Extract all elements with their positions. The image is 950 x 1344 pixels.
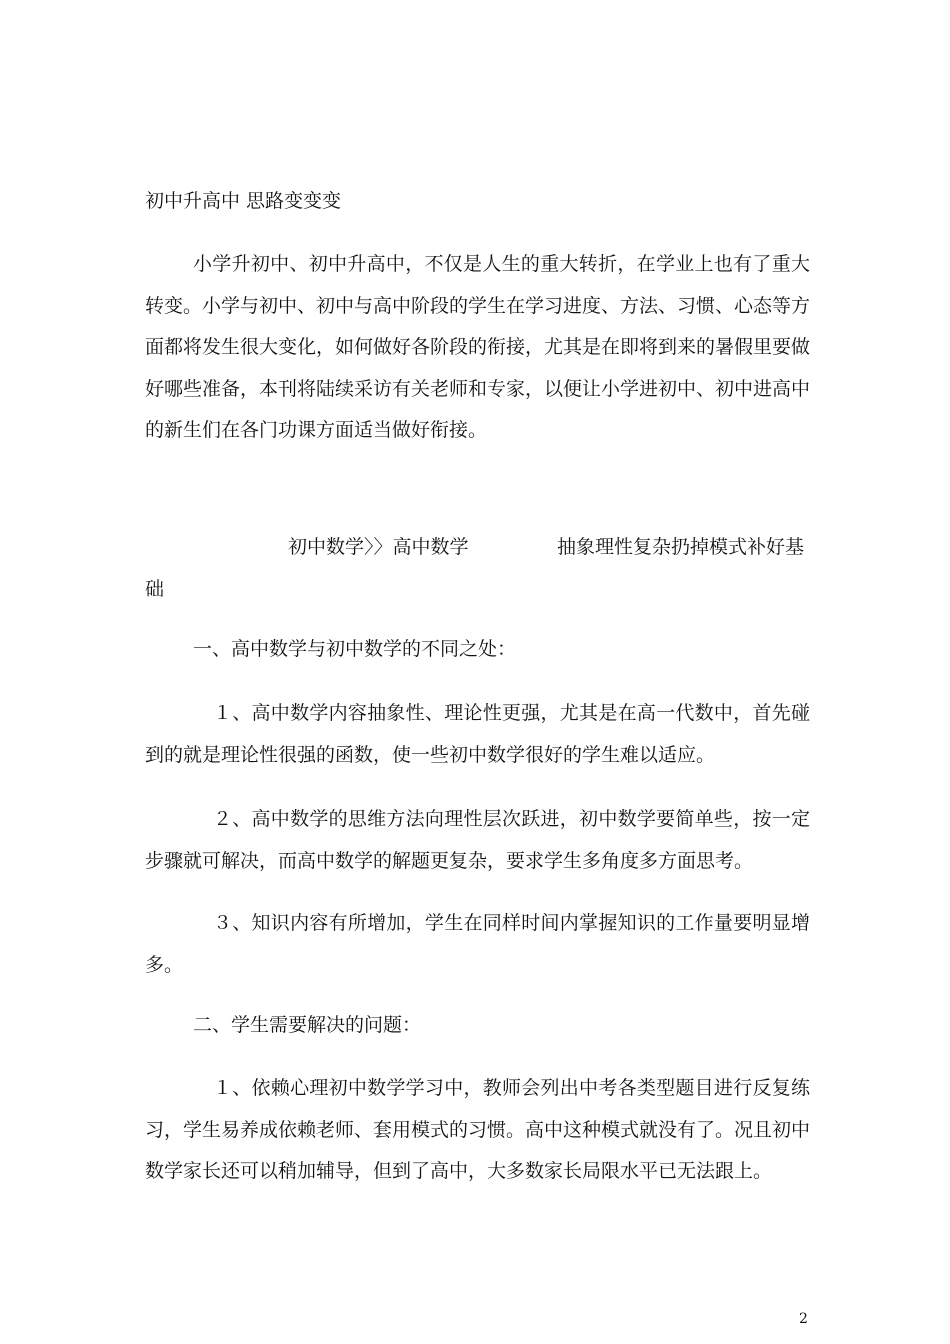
intro-paragraph: 小学升初中、初中升高中，不仅是人生的重大转折，在学业上也有了重大转变。小学与初中、初中与高中阶段的学生在学习进度、方法、习惯、心态等方面都将发生很大变化，如何做好各阶段的衔接，尤其是在即将到来的暑假里要做好哪些准备，本刊将陆续采访有关老师和专家，以便让小学进初中、初中进高中的新生们在各门功课方面适当做好衔接。	[145, 253, 811, 441]
section-heading-subject: 初中数学〉〉高中数学	[288, 536, 469, 558]
section-heading-subtitle: 抽象理性复杂扔掉模式补好基	[557, 536, 805, 558]
part1-item-2: ２、高中数学的思维方法向理性层次跃进，初中数学要简单些，按一定步骤就可解决，而高中数学的解题更复杂，要求学生多角度多方面思考。	[145, 808, 810, 872]
part2-heading: 二、学生需要解决的问题：	[193, 1014, 422, 1036]
section-heading-continuation: 础	[145, 578, 165, 600]
part2-item-1: １、依赖心理初中数学学习中，教师会列出中考各类型题目进行反复练习，学生易养成依赖老师、套用模式的习惯。高中这种模式就没有了。况且初中数学家长还可以稍加辅导，但到了高中，大多数家长局限水平已无法跟上。	[145, 1077, 811, 1182]
part1-item-1: １、高中数学内容抽象性、理论性更强，尤其是在高一代数中，首先碰到的就是理论性很强的函数，使一些初中数学很好的学生难以适应。	[145, 702, 810, 766]
article-title: 初中升高中 思路变变变	[145, 190, 342, 212]
part1-item-3: ３、知识内容有所增加，学生在同样时间内掌握知识的工作量要明显增多。	[145, 912, 810, 976]
part1-heading: 一、高中数学与初中数学的不同之处：	[193, 638, 517, 660]
page-number: 2	[799, 1311, 808, 1327]
